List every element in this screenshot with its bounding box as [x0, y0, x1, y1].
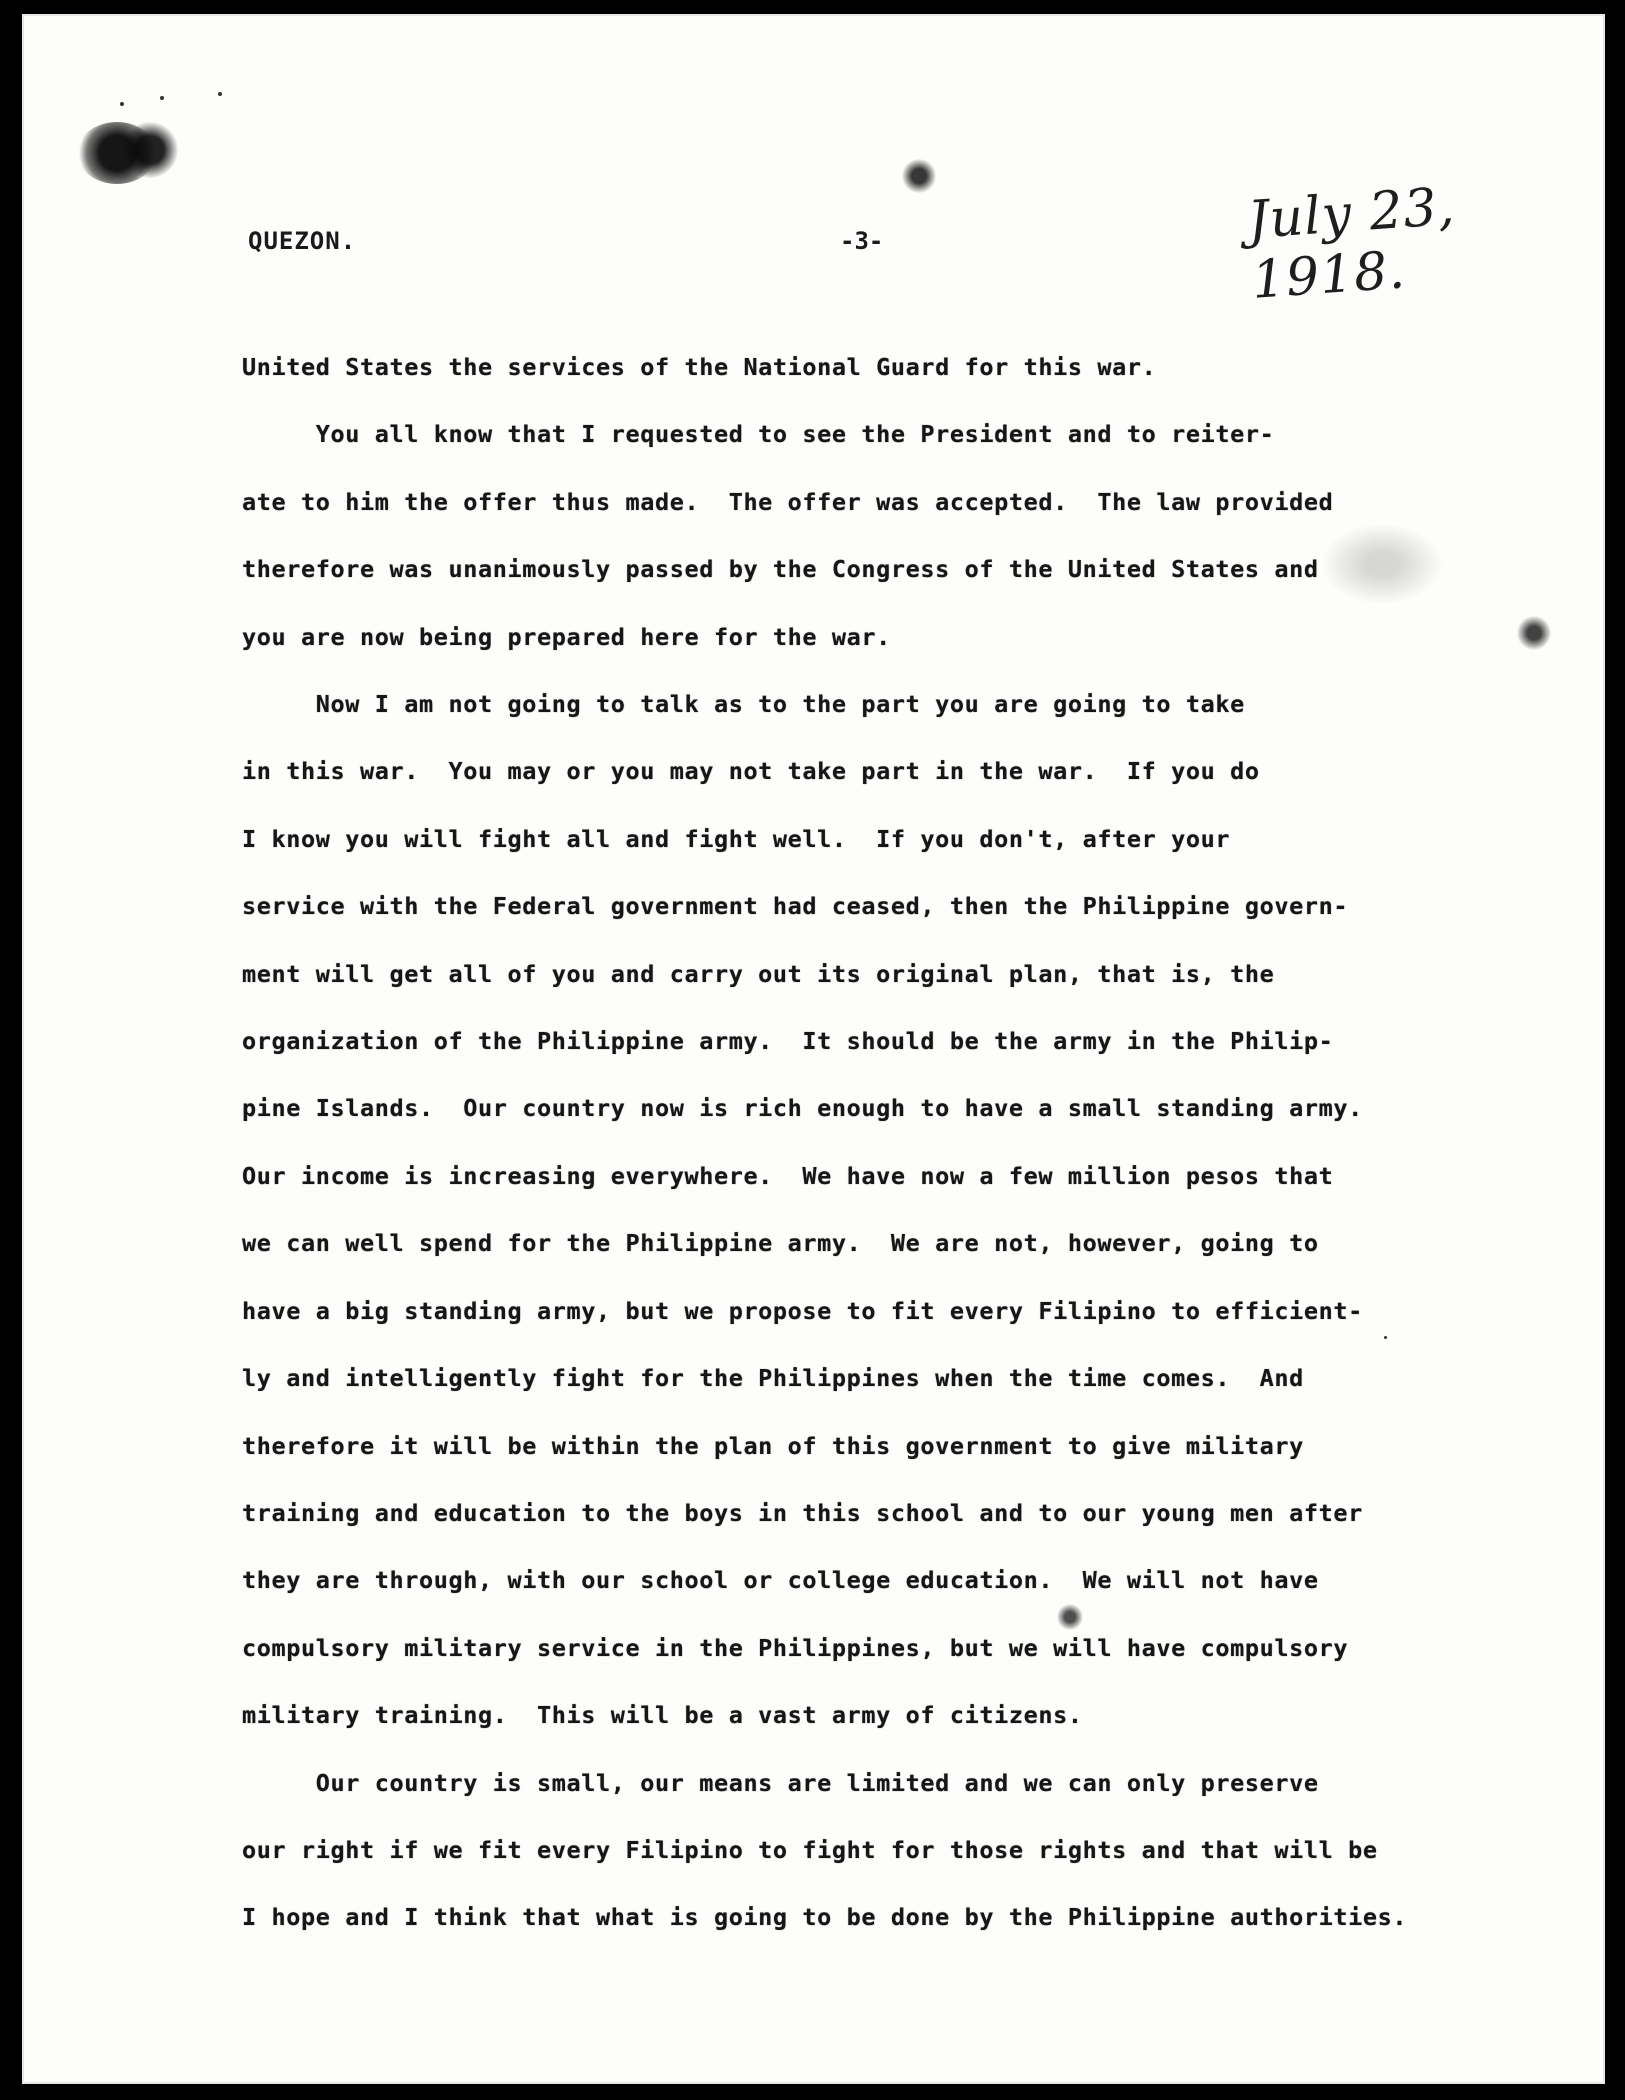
- handwritten-date: July 23, 1918.: [1245, 176, 1458, 311]
- text-line: therefore was unanimously passed by the Congress of the United States and: [242, 555, 1319, 584]
- text-line: Our income is increasing everywhere. We have now a few million pesos that: [242, 1161, 1334, 1190]
- speck: [218, 92, 222, 96]
- text-line: our right if we fit every Filipino to fight for those rights and that will be: [242, 1835, 1378, 1864]
- text-line: therefore it will be within the plan of this government to give military: [242, 1431, 1304, 1460]
- speck: [120, 102, 124, 106]
- ink-spot: [902, 159, 936, 193]
- page-header: [22, 176, 1605, 311]
- speck: [160, 96, 164, 100]
- text-line: we can well spend for the Philippine army. We are not, however, going to: [242, 1229, 1319, 1258]
- text-line: I hope and I think that what is going to be done by the Philippine authorities.: [242, 1903, 1408, 1932]
- text-line: I know you will fight all and fight well. If you don't, after your: [242, 824, 1231, 853]
- ink-blot: [122, 122, 178, 178]
- text-line: training and education to the boys in this school and to our young men after: [242, 1498, 1363, 1527]
- text-line: United States the services of the National Guard for this war.: [242, 353, 1157, 381]
- page-number: -3-: [840, 227, 884, 255]
- text-line: service with the Federal government had ceased, then the Philippine govern-: [242, 892, 1349, 921]
- text-line: in this war. You may or you may not take part in the war. If you do: [242, 757, 1260, 786]
- text-line: they are through, with our school or college education. We will not have: [242, 1566, 1319, 1595]
- text-line: You all know that I requested to see the President and to reiter-: [242, 420, 1275, 449]
- text-line: ment will get all of you and carry out its original plan, that is, the: [242, 959, 1275, 988]
- text-line: pine Islands. Our country now is rich enough to have a small standing army.: [242, 1094, 1363, 1123]
- document-page: [22, 14, 1605, 2084]
- text-line: compulsory military service in the Philippines, but we will have compulsory: [242, 1633, 1349, 1662]
- text-line: ly and intelligently fight for the Philippines when the time comes. And: [242, 1364, 1304, 1393]
- text-line: have a big standing army, but we propose to fit every Filipino to efficient-: [242, 1296, 1363, 1325]
- text-line: Our country is small, our means are limited and we can only preserve: [242, 1768, 1319, 1797]
- text-line: Now I am not going to talk as to the part you are going to take: [242, 690, 1245, 719]
- text-line: military training. This will be a vast army of citizens.: [242, 1701, 1083, 1730]
- ink-blot: [77, 122, 157, 184]
- text-line: organization of the Philippine army. It should be the army in the Philip-: [242, 1027, 1334, 1056]
- speaker-label: QUEZON.: [248, 227, 357, 255]
- speech-transcript: [242, 334, 1522, 1952]
- ink-spot: [1517, 616, 1551, 650]
- text-line: you are now being prepared here for the war.: [242, 622, 891, 651]
- text-line: ate to him the offer thus made. The offer was accepted. The law provided: [242, 487, 1334, 516]
